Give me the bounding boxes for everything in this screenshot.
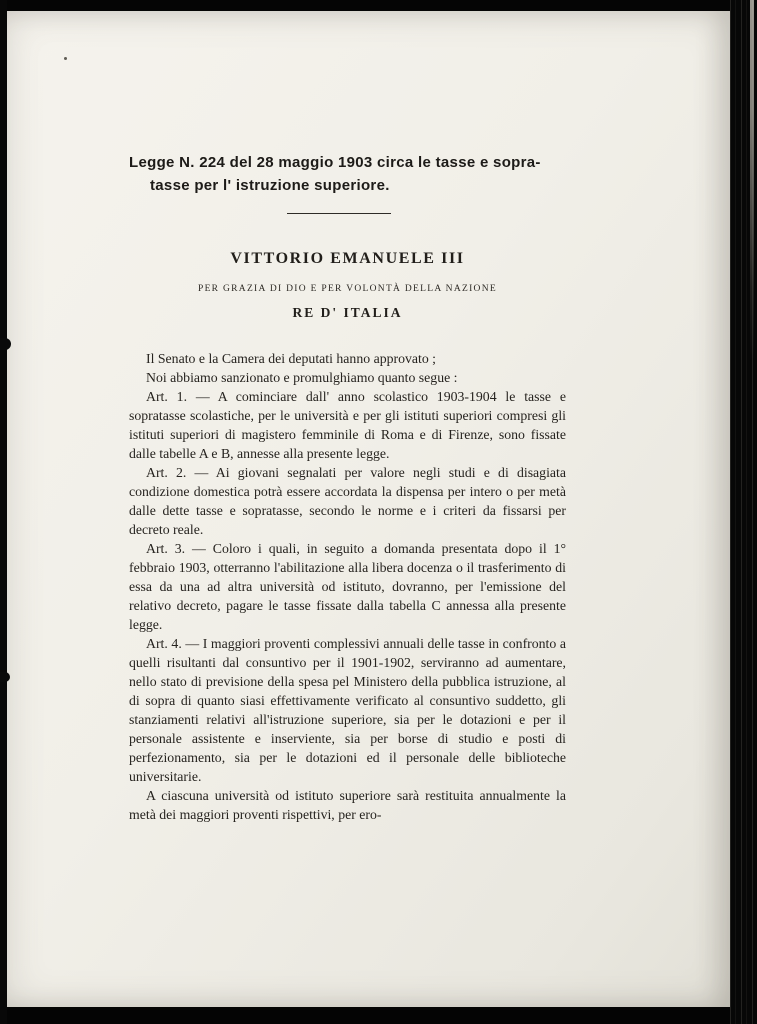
paragraph-art-4: Art. 4. — I maggiori proventi complessivi annuali delle tasse in confronto a quelli risultanti dal consuntivo per il 1901-1902, serviranno ad aumentare, nello stato di previsione della spesa pel Ministero della pubblica istruzione, al di sopra di quanto siasi effettivamente verificato al consuntivo suddetto, gli stanziamenti relativi all'istruzione superiore, sia per le dotazioni e per il personale assistente e inserviente, sia per borse di studio e posti di perfezionamento, sia per le dotazioni ed il personale delle biblioteche universitarie.	[129, 636, 566, 784]
divider-rule	[287, 213, 391, 214]
binding-speck	[0, 672, 10, 682]
law-title-line2: tasse per l' istruzione superiore.	[150, 177, 390, 194]
grace-subtitle: PER GRAZIA DI DIO E PER VOLONTÀ DELLA NAZIONE	[198, 284, 497, 294]
paragraph-art-3: Art. 3. — Coloro i quali, in seguito a domanda presentata dopo il 1° febbraio 1903, otterranno l'abilitazione alla libera docenza o il trasferimento di essa da una ad altra università od istituto, dovranno, per l'emissione del relativo decreto, pagare le tasse fissate dalla tabella C annessa alla presente legge.	[129, 541, 566, 632]
paragraph-promulghiamo: Noi abbiamo sanzionato e promulghiamo quanto segue :	[146, 370, 458, 385]
scanner-bottom-bar	[0, 1007, 757, 1024]
scanned-page	[7, 11, 730, 1007]
law-body	[129, 349, 566, 824]
paragraph-ciascuna: A ciascuna università od istituto superiore sarà restituita annualmente la metà dei maggiori proventi rispettivi, per ero-	[129, 788, 566, 822]
re-italia-heading: RE D' ITALIA	[292, 305, 403, 320]
scanner-left-edge	[0, 0, 7, 1024]
paragraph-art-1: Art. 1. — A cominciare dall' anno scolastico 1903-1904 le tasse e sopratasse scolastiche, per le università e per gli istituti superiori compresi gli istituti superiori di magistero femminile di Roma e di Firenze, sono fissate dalle tabelle A e B, annesse alla presente legge.	[129, 389, 566, 461]
law-title-line1: Legge N. 224 del 28 maggio 1903 circa le tasse e sopra-	[129, 154, 541, 171]
paragraph-approvato: Il Senato e la Camera dei deputati hanno approvato ;	[146, 351, 437, 366]
paragraph-art-2: Art. 2. — Ai giovani segnalati per valore negli studi e di disagiata condizione domestica potrà essere accordata la dispensa per intero o per metà dalle dette tasse e sopratasse, secondo le norme e i criteri da fissarsi per decreto reale.	[129, 465, 566, 537]
scanner-top-bar	[0, 0, 757, 11]
scan-artifact-dust	[64, 57, 67, 60]
law-title	[129, 151, 566, 197]
book-spine-band	[730, 0, 757, 1024]
page-edge-marks	[750, 0, 754, 360]
king-name-heading: VITTORIO EMANUELE III	[230, 250, 465, 267]
page-content	[129, 151, 566, 824]
